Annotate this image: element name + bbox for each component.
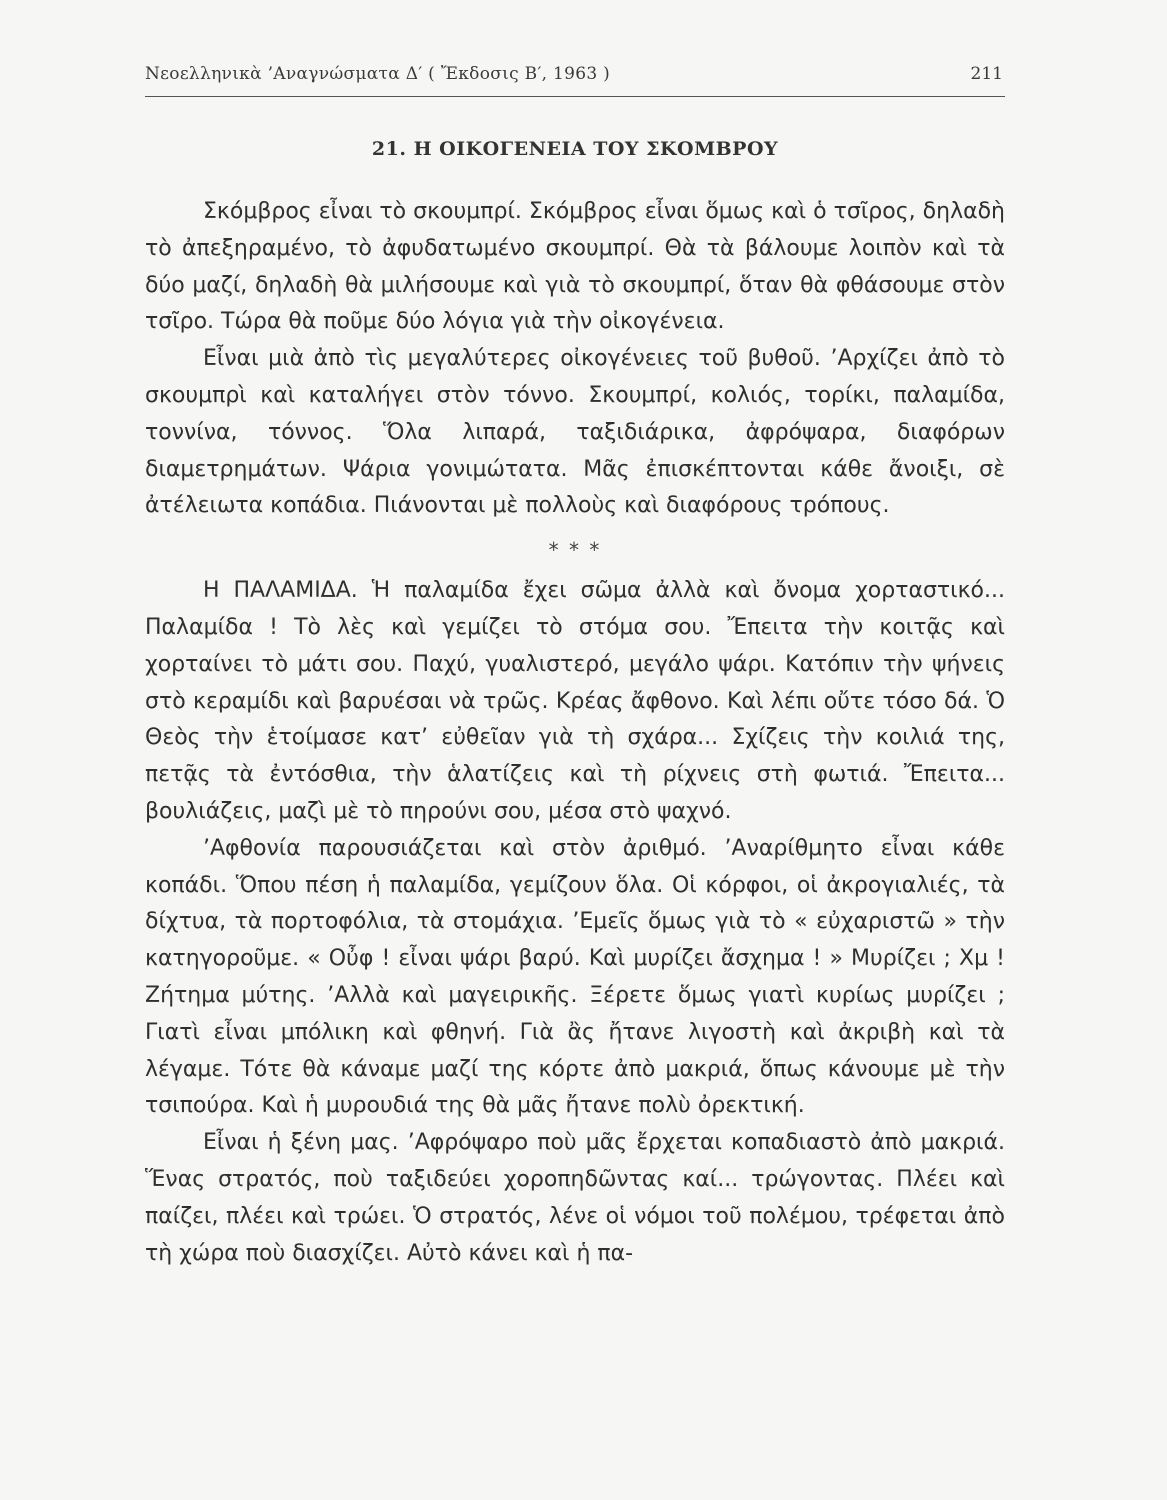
chapter-body bbox=[145, 194, 1005, 1272]
chapter-title: 21. Η ΟΙΚΟΓΕΝΕΙΑ ΤΟΥ ΣΚΟΜΒΡΟΥ bbox=[371, 138, 779, 160]
paragraph-5: Εἶναι ἡ ξένη μας. ’Αφρόψαρο ποὺ μᾶς ἔρχεται κοπαδιαστὸ ἀπὸ μακριά. Ἕνας στρατός, ποὺ ταξιδεύει χοροπηδῶντας καί... τρώγοντας. Πλέει καὶ παίζει, πλέει καὶ τρώει. Ὁ στρατός, λένε οἱ νόμοι τοῦ πολέμου, τρέφεται ἀπὸ τὴ χώρα ποὺ διασχίζει. Αὐτὸ κάνει καὶ ἡ πα- bbox=[145, 1130, 1005, 1266]
header-source: Νεοελληνικὰ ’Αναγνώσματα Δ′ ( Ἔκδοσις Β′, 1963 ) bbox=[145, 64, 611, 84]
page-number: 211 bbox=[970, 64, 1003, 84]
paragraph-2: Εἶναι μιὰ ἀπὸ τὶς μεγαλύτερες οἰκογένειες τοῦ βυθοῦ. ’Αρχίζει ἀπὸ τὸ σκουμπρὶ καὶ καταλήγει στὸν τόννο. Σκουμπρί, κολιός, τορίκι, παλαμίδα, τοννίνα, τόννος. Ὅλα λιπαρά, ταξιδιάρικα, ἀφρόψαρα, διαφόρων διαμετρημάτων. Ψάρια γονιμώτατα. Μᾶς ἐπισκέπτονται κάθε ἄνοιξι, σὲ ἀτέλειωτα κοπάδια. Πιάνονται μὲ πολλοὺς καὶ διαφόρους τρόπους. bbox=[145, 346, 1005, 519]
paragraph-3: Η ΠΑΛΑΜΙΔΑ. Ἡ παλαμίδα ἔχει σῶμα ἀλλὰ καὶ ὄνομα χορταστικό... Παλαμίδα ! Τὸ λὲς καὶ γεμίζει τὸ στόμα σου. Ἔπειτα τὴν κοιτᾷς καὶ χορταίνει τὸ μάτι σου. Παχύ, γυαλιστερό, μεγάλο ψάρι. Κατόπιν τὴν ψήνεις στὸ κεραμίδι καὶ βαρυέσαι νὰ τρῶς. Κρέας ἄφθονο. Καὶ λέπι οὔτε τόσο δά. Ὁ Θεὸς τὴν ἑτοίμασε κατ’ εὐθεῖαν γιὰ τὴ σχάρα... Σχίζεις τὴν κοιλιά της, πετᾷς τὰ ἐντόσθια, τὴν ἁλατίζεις καὶ τὴ ρίχνεις στὴ φωτιά. Ἔπειτα... βουλιάζεις, μαζὶ μὲ τὸ πηρούνι σου, μέσα στὸ ψαχνό. bbox=[145, 578, 1005, 824]
section-separator: * * * bbox=[548, 538, 602, 563]
paragraph-4: ’Αφθονία παρουσιάζεται καὶ στὸν ἀριθμό. ’Αναρίθμητο εἶναι κάθε κοπάδι. Ὅπου πέση ἡ παλαμίδα, γεμίζουν ὅλα. Οἱ κόρφοι, οἱ ἀκρογιαλιές, τὰ δίχτυα, τὰ πορτοφόλια, τὰ στομάχια. ’Εμεῖς ὅμως γιὰ τὸ « εὐχαριστῶ » τὴν κατηγοροῦμε. « Οὖφ ! εἶναι ψάρι βαρύ. Καὶ μυρίζει ἄσχημα ! » Μυρίζει ; Χμ ! Ζήτημα μύτης. ’Αλλὰ καὶ μαγειρικῆς. Ξέρετε ὅμως γιατὶ κυρίως μυρίζει ; Γιατὶ εἶναι μπόλικη καὶ φθηνή. Γιὰ ἂς ἤτανε λιγοστὴ καὶ ἀκριβὴ καὶ τὰ λέγαμε. Τότε θὰ κάναμε μαζί της κόρτε ἀπὸ μακριά, ὅπως κάνουμε μὲ τὴν τσιπούρα. Καὶ ἡ μυρουδιά της θὰ μᾶς ἤτανε πολὺ ὀρεκτική. bbox=[145, 835, 1005, 1119]
paragraph-1: Σκόμβρος εἶναι τὸ σκουμπρί. Σκόμβρος εἶναι ὅμως καὶ ὁ τσῖρος, δηλαδὴ τὸ ἀπεξηραμένο, τὸ ἀφυδατωμένο σκουμπρί. Θὰ τὰ βάλουμε λοιπὸν καὶ τὰ δύο μαζί, δηλαδὴ θὰ μιλήσουμε καὶ γιὰ τὸ σκουμπρί, ὅταν θὰ φθάσουμε στὸν τσῖρο. Τώρα θὰ ποῦμε δύο λόγια γιὰ τὴν οἰκογένεια. bbox=[145, 199, 1005, 335]
running-header bbox=[145, 56, 1005, 97]
